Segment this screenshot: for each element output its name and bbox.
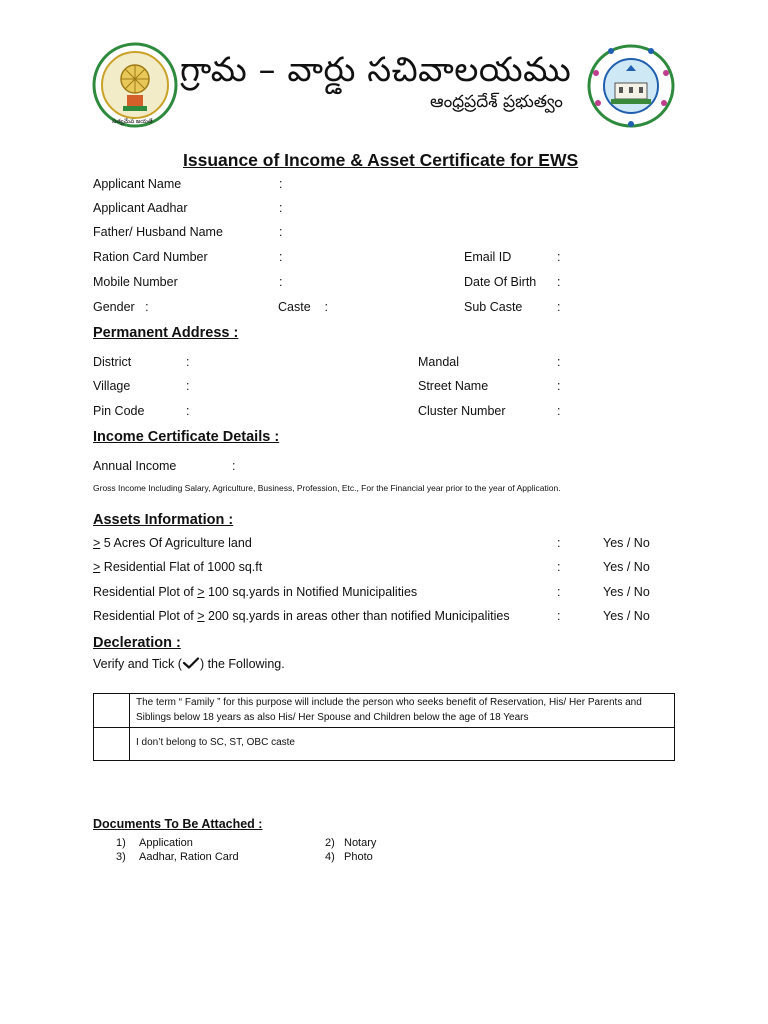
declaration-text: The term “ Family ” for this purpose will include the person who seeks benefit of Reservation, His/ Her Parents and Siblings below 18 years as also His/ Her Spouse and Children below the age of 18 Years (130, 694, 675, 728)
applicant-aadhar-label: Applicant Aadhar (93, 201, 188, 215)
declaration-table (93, 693, 675, 761)
right-emblem (586, 43, 676, 129)
left-emblem (92, 42, 178, 128)
gender-label: Gender : (93, 300, 149, 314)
declaration-row (94, 728, 675, 761)
checkmark-icon (182, 657, 200, 669)
mobile-colon: : (279, 275, 283, 289)
asset-answer: Yes / No (603, 609, 650, 623)
subcaste-colon: : (557, 300, 561, 314)
verify-instruction (93, 657, 285, 671)
ration-card-colon: : (279, 250, 283, 264)
asset-prefix: Residential Plot of (93, 585, 198, 599)
asset-colon: : (557, 536, 561, 550)
greater-equal-sign: > (197, 609, 205, 623)
asset-label: 100 sq.yards in Notified Municipalities (204, 585, 418, 599)
asset-row-agri-land (93, 536, 252, 550)
sachivalayam-logo-icon (586, 43, 676, 129)
tick-box[interactable] (94, 728, 130, 761)
tick-box[interactable] (94, 694, 130, 728)
verify-text-after: ) the Following. (199, 657, 285, 671)
ration-card-label: Ration Card Number (93, 250, 208, 264)
verify-text-before: Verify and Tick ( (93, 657, 182, 671)
income-heading: Income Certificate Details : (93, 429, 280, 445)
pincode-colon: : (186, 404, 190, 418)
district-label: District (93, 355, 132, 369)
email-colon: : (557, 250, 561, 264)
document-num: 3) (116, 851, 126, 863)
cluster-label: Cluster Number (418, 404, 506, 418)
andhra-pradesh-emblem-icon (92, 42, 178, 128)
greater-equal-sign: > (197, 585, 205, 599)
father-name-label: Father/ Husband Name (93, 225, 223, 239)
greater-equal-sign: > (93, 536, 101, 550)
applicant-aadhar-colon: : (279, 201, 283, 215)
document-num: 1) (116, 837, 126, 849)
dob-label: Date Of Birth (464, 275, 537, 289)
declaration-heading: Decleration : (93, 635, 181, 651)
document-num: 4) (325, 851, 335, 863)
document-item: Application (139, 837, 193, 849)
asset-label: 200 sq.yards in areas other than notified Municipalities (204, 609, 510, 623)
asset-prefix: Residential Plot of (93, 609, 198, 623)
document-item: Aadhar, Ration Card (139, 851, 239, 863)
mobile-label: Mobile Number (93, 275, 178, 289)
asset-colon: : (557, 585, 561, 599)
asset-colon: : (557, 560, 561, 574)
document-item: Notary (344, 837, 377, 849)
asset-row-plot-notified (93, 585, 417, 599)
cluster-colon: : (557, 404, 561, 418)
subcaste-label: Sub Caste (464, 300, 523, 314)
documents-heading: Documents To Be Attached : (93, 817, 263, 831)
asset-answer: Yes / No (603, 585, 650, 599)
asset-answer: Yes / No (603, 560, 650, 574)
street-label: Street Name (418, 379, 489, 393)
telugu-subtitle: ఆంధ్రప్రదేశ్ ప్రభుత్వం (430, 92, 563, 112)
document-num: 2) (325, 837, 335, 849)
form-title: Issuance of Income & Asset Certificate for EWS (183, 150, 579, 170)
mandal-label: Mandal (418, 355, 459, 369)
left-emblem-caption: సత్యమేవ జయతే (112, 119, 153, 125)
district-colon: : (186, 355, 190, 369)
father-name-colon: : (279, 225, 283, 239)
applicant-name-label: Applicant Name (93, 177, 182, 191)
document-item: Photo (344, 851, 373, 863)
assets-heading: Assets Information : (93, 512, 234, 528)
email-label: Email ID (464, 250, 512, 264)
village-label: Village (93, 379, 131, 393)
applicant-name-colon: : (279, 177, 283, 191)
greater-equal-sign: > (93, 560, 101, 574)
annual-income-colon: : (232, 459, 236, 473)
declaration-text: I don’t belong to SC, ST, OBC caste (130, 728, 675, 761)
permanent-address-heading: Permanent Address : (93, 325, 239, 341)
dob-colon: : (557, 275, 561, 289)
asset-colon: : (557, 609, 561, 623)
annual-income-label: Annual Income (93, 459, 177, 473)
street-colon: : (557, 379, 561, 393)
mandal-colon: : (557, 355, 561, 369)
asset-row-plot-other (93, 609, 510, 623)
asset-label: Residential Flat of 1000 sq.ft (100, 560, 263, 574)
telugu-main-title: గ్రామ – వార్డు సచివాలయము (180, 50, 572, 90)
declaration-row (94, 694, 675, 728)
pincode-label: Pin Code (93, 404, 145, 418)
asset-answer: Yes / No (603, 536, 650, 550)
asset-label: 5 Acres Of Agriculture land (100, 536, 252, 550)
income-note: Gross Income Including Salary, Agriculture, Business, Profession, Etc., For the Financial year prior to the year of Application. (93, 483, 561, 493)
village-colon: : (186, 379, 190, 393)
caste-label: Caste : (278, 300, 329, 314)
asset-row-flat (93, 560, 262, 574)
